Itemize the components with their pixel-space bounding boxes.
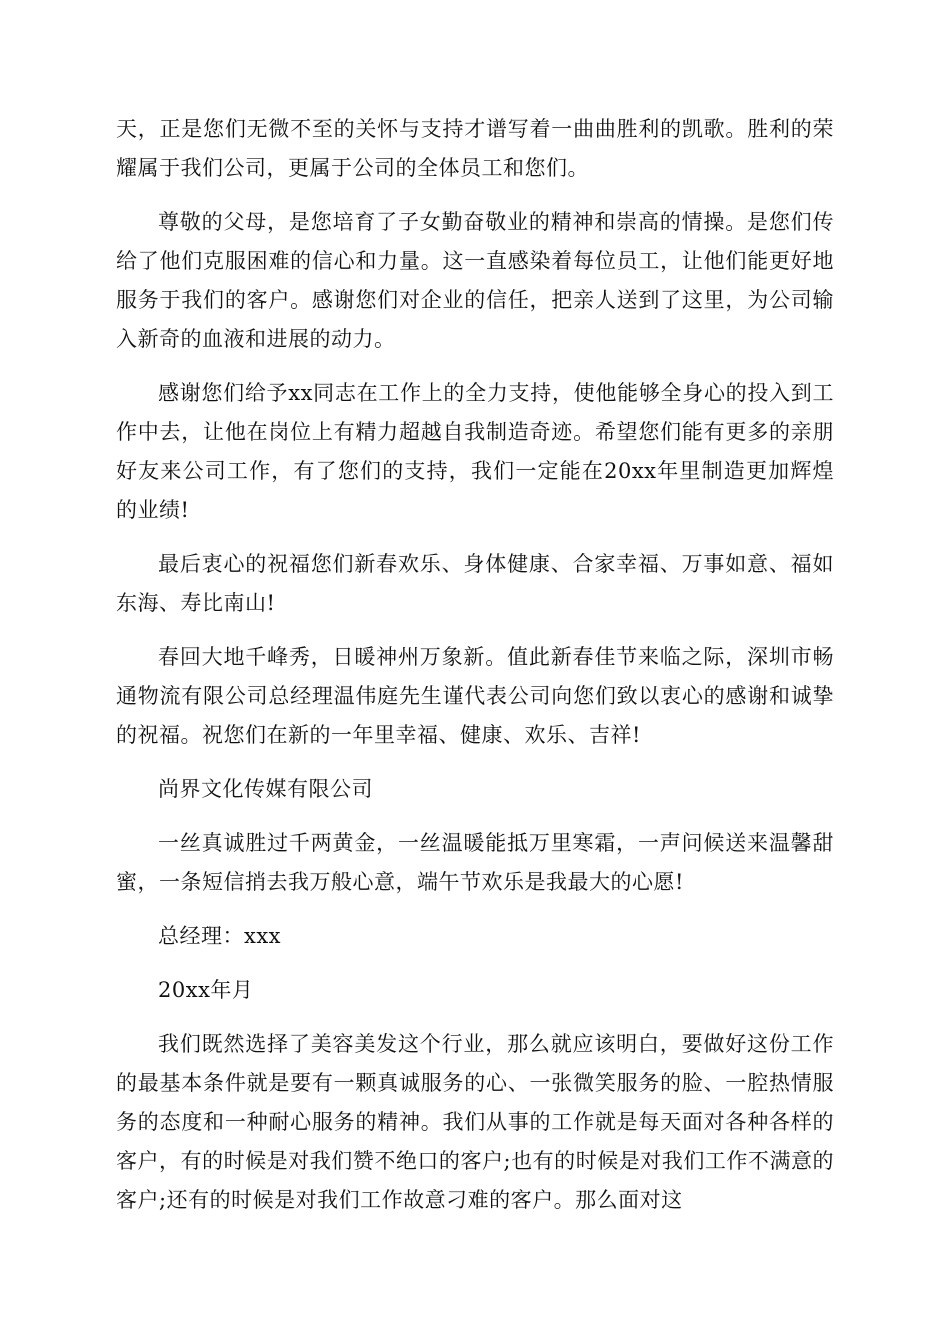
paragraph-new-year-greeting: 春回大地千峰秀，日暖神州万象新。值此新春佳节来临之际，深圳市畅通物流有限公司总经理温伟庭先生谨代表公司向您们致以衷心的感谢和诚挚的祝福。祝您们在新的一年里幸福、健康、欢乐、吉祥! — [116, 645, 834, 747]
paragraph-beauty-industry: 我们既然选择了美容美发这个行业，那么就应该明白，要做好这份工作的最基本条件就是要有一颗真诚服务的心、一张微笑服务的脸、一腔热情服务的态度和一种耐心服务的精神。我们从事的工作就是每天面对各种各样的客户，有的时候是对我们赞不绝口的客户;也有的时候是对我们工作不满意的客户;还有的时候是对我们工作故意刁难的客户。那么面对这 — [116, 1032, 834, 1212]
signature-general-manager: 总经理：xxx — [158, 924, 282, 948]
paragraph-dragon-boat-wish: 一丝真诚胜过千两黄金，一丝温暖能抵万里寒霜，一声问候送来温馨甜蜜，一条短信捎去我万般心意，端午节欢乐是我最大的心愿! — [116, 831, 834, 894]
paragraph-support-thanks: 感谢您们给予xx同志在工作上的全力支持，使他能够全身心的投入到工作中去，让他在岗位上有精力超越自我制造奇迹。希望您们能有更多的亲朋好友来公司工作，有了您们的支持，我们一定能在20xx年里制造更加辉煌的业绩! — [116, 381, 834, 522]
paragraph-continuation: 天，正是您们无微不至的关怀与支持才谱写着一曲曲胜利的凯歌。胜利的荣耀属于我们公司，更属于公司的全体员工和您们。 — [116, 117, 834, 180]
paragraph-blessing: 最后衷心的祝福您们新春欢乐、身体健康、合家幸福、万事如意、福如东海、寿比南山! — [116, 552, 834, 615]
signature-date: 20xx年月 — [158, 978, 254, 1002]
paragraph-parents-thanks: 尊敬的父母，是您培育了子女勤奋敬业的精神和崇高的情操。是您们传给了他们克服困难的信心和力量。这一直感染着每位员工，让他们能更好地服务于我们的客户。感谢您们对企业的信任，把亲人送到了这里，为公司输入新奇的血液和进展的动力。 — [116, 210, 834, 351]
document-page — [116, 110, 834, 1235]
company-name: 尚界文化传媒有限公司 — [158, 777, 373, 801]
